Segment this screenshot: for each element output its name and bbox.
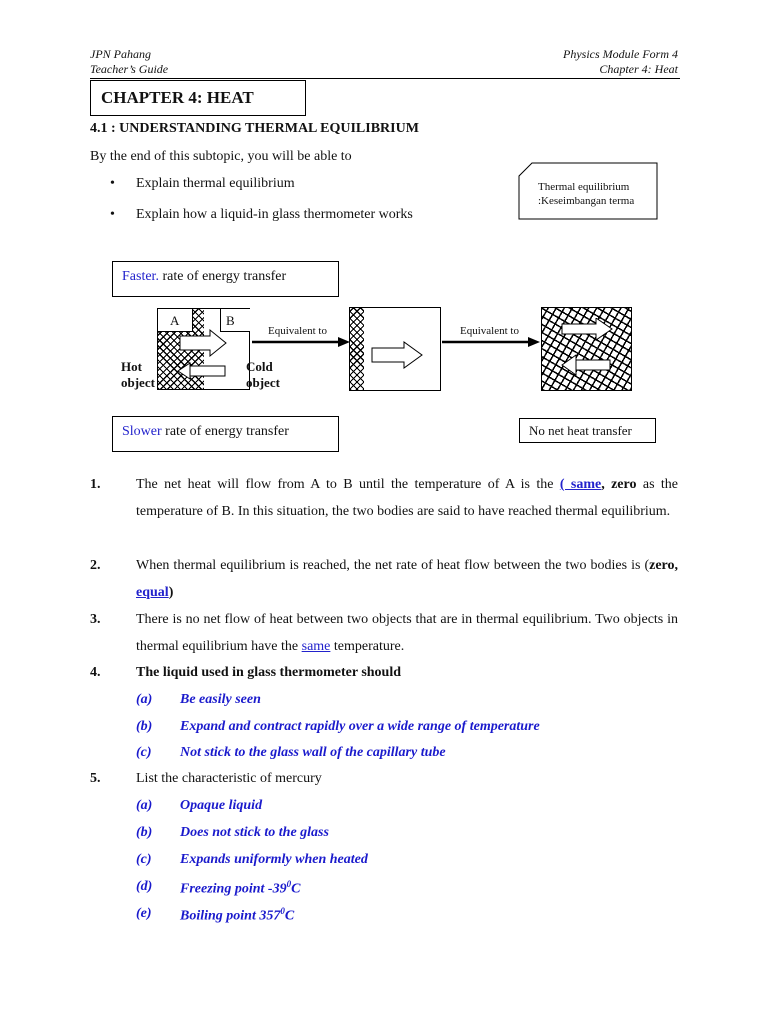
degree-sup: 0 [286, 879, 292, 889]
glossary-translation: :Keseimbangan terma [538, 195, 635, 207]
sub-text [180, 906, 294, 925]
bullet: • [110, 176, 115, 191]
item-5-heading: List the characteristic of mercury [136, 771, 322, 786]
equivalent-label-1: Equivalent to [268, 325, 327, 337]
sub-text: Not stick to the glass wall of the capillary tube [180, 745, 446, 760]
item-4-heading: The liquid used in glass thermometer should [136, 665, 402, 680]
sub-text: Opaque liquid [180, 798, 263, 813]
header-rule [90, 78, 680, 79]
stage2-arrow [370, 340, 430, 370]
slower-box [112, 416, 339, 452]
header-left [90, 47, 168, 77]
sub-text-main: Freezing point -39 [180, 881, 287, 897]
no-net-box [519, 418, 656, 443]
item-1-part: The net heat will flow from A to B until the temperature of A is the [136, 477, 560, 492]
sub-label: (e) [136, 906, 152, 921]
cold-label-line1: Cold [246, 359, 273, 374]
objective-text: Explain thermal equilibrium [136, 176, 295, 191]
no-net-text: No net heat transfer [529, 423, 632, 438]
degree-sup: 0 [280, 906, 285, 916]
sub-label: (b) [136, 719, 153, 734]
label-a: A [170, 313, 180, 328]
item-4-number: 4. [90, 665, 101, 680]
faster-rest: rate of energy transfer [158, 269, 287, 284]
sub-label: (a) [136, 798, 153, 813]
stage3-arrows [556, 318, 622, 378]
item-1-part: as the temperature of B. In this situation, the two bodies are said to have reached thermal equilibrium. [136, 477, 678, 519]
slower-word: Slower [122, 424, 162, 439]
header-school: JPN Pahang [90, 47, 151, 61]
item-2-text [136, 552, 678, 606]
glossary-text [538, 180, 634, 208]
option-zero: zero, [649, 558, 678, 573]
header-chapter: Chapter 4: Heat [599, 62, 678, 76]
item-3-text [136, 606, 678, 660]
slower-rest: rate of energy transfer [161, 424, 289, 439]
sub-text [180, 879, 300, 898]
answer-same: same [301, 639, 331, 654]
item-3-number: 3. [90, 612, 101, 627]
sub-text-main: Boiling point 357 [180, 908, 281, 924]
item-5-number: 5. [90, 771, 101, 786]
bullet: • [110, 207, 115, 222]
sub-label: (c) [136, 852, 152, 867]
objective-item [110, 176, 295, 192]
hot-object-label [121, 359, 155, 391]
equivalent-arrow-2 [440, 335, 542, 349]
sub-label: (c) [136, 745, 152, 760]
sub-text: Expands uniformly when heated [180, 852, 368, 867]
faster-text [122, 269, 286, 285]
item-2-number: 2. [90, 558, 101, 573]
equivalent-arrow-1 [250, 335, 352, 349]
glossary-term: Thermal equilibrium [538, 181, 630, 193]
unit: C [284, 908, 295, 924]
item-1-text [136, 471, 678, 525]
answer-equal: equal [136, 585, 169, 600]
sub-text: Does not stick to the glass [180, 825, 329, 840]
stage2-hatch [350, 308, 364, 390]
sub-text: Be easily seen [180, 692, 261, 707]
header-right [563, 47, 678, 77]
item-2-part: When thermal equilibrium is reached, the net rate of heat flow between the two bodies is ( [136, 558, 650, 573]
cold-object-label [246, 359, 280, 391]
sub-label: (d) [136, 879, 153, 894]
chapter-title-box [90, 80, 306, 116]
hot-label-line1: Hot [121, 359, 142, 374]
chapter-title: CHAPTER 4: HEAT [101, 88, 254, 107]
hot-label-line2: object [121, 375, 155, 390]
header-module: Physics Module Form 4 [563, 47, 678, 61]
option-zero: , zero [601, 477, 637, 492]
sub-label: (b) [136, 825, 153, 840]
intro-text: By the end of this subtopic, you will be able to [90, 149, 352, 164]
slower-text [122, 424, 289, 440]
objective-text: Explain how a liquid-in glass thermometer works [136, 207, 413, 222]
header-guide: Teacher’s Guide [90, 62, 169, 76]
sub-text: Expand and contract rapidly over a wide range of temperature [180, 719, 540, 734]
unit: C [291, 881, 301, 897]
item-2-part: ) [168, 585, 174, 600]
label-b: B [226, 313, 235, 328]
faster-word: Faster. [122, 269, 159, 284]
item-3-part: There is no net flow of heat between two objects that are in thermal equilibrium. Two objects in thermal equilibrium have the [136, 612, 678, 654]
sub-label: (a) [136, 692, 153, 707]
cold-label-line2: object [246, 375, 280, 390]
answer-same: ( same [559, 477, 602, 492]
objective-item [110, 207, 413, 223]
equivalent-label-2: Equivalent to [460, 325, 519, 337]
faster-box [112, 261, 339, 297]
item-3-part: temperature. [330, 639, 405, 654]
section-title: 4.1 : UNDERSTANDING THERMAL EQUILIBRIUM [90, 121, 419, 136]
item-1-number: 1. [90, 477, 101, 492]
